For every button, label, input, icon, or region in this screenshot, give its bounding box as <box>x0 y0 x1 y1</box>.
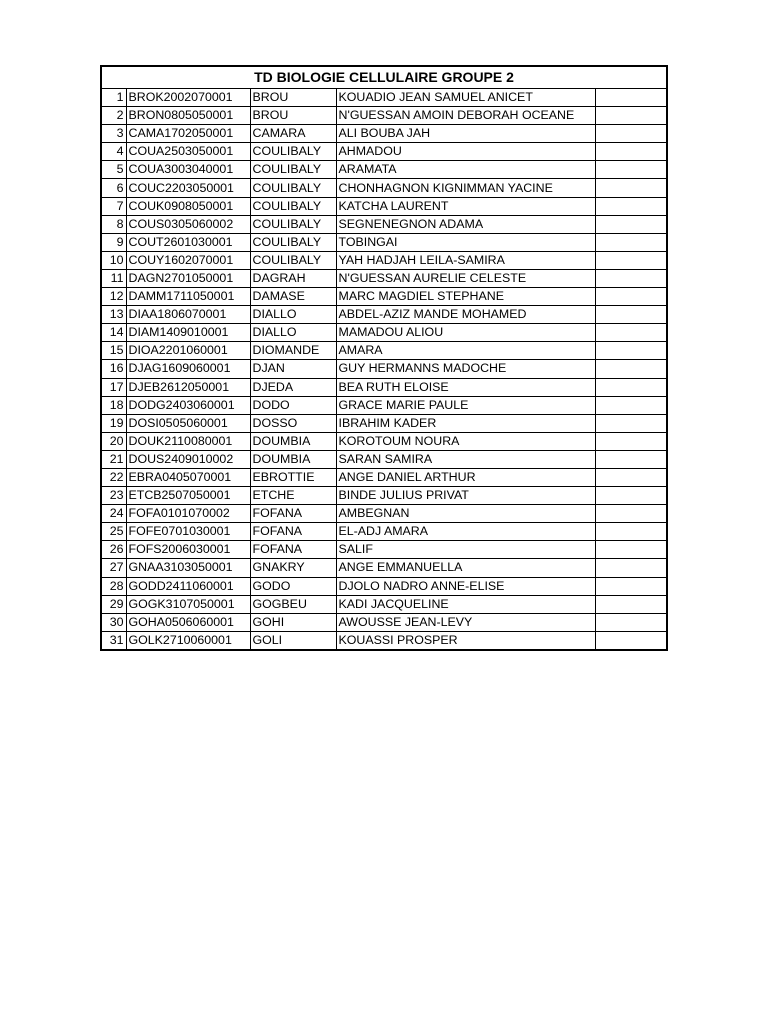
first-names: AMBEGNAN <box>336 505 595 523</box>
row-number: 14 <box>101 324 126 342</box>
table-row <box>101 342 667 360</box>
first-names: IBRAHIM KADER <box>336 414 595 432</box>
table-row <box>101 306 667 324</box>
table-row <box>101 215 667 233</box>
row-number: 26 <box>101 541 126 559</box>
table-row <box>101 414 667 432</box>
row-number: 5 <box>101 161 126 179</box>
sheet-title: TD BIOLOGIE CELLULAIRE GROUPE 2 <box>101 66 667 89</box>
first-names: YAH HADJAH LEILA-SAMIRA <box>336 251 595 269</box>
table-row <box>101 143 667 161</box>
row-number: 22 <box>101 468 126 486</box>
last-name: COULIBALY <box>250 215 336 233</box>
student-id: GOLK2710060001 <box>126 631 250 650</box>
table-row <box>101 468 667 486</box>
row-number: 9 <box>101 233 126 251</box>
last-name: GOHI <box>250 613 336 631</box>
first-names: KOUASSI PROSPER <box>336 631 595 650</box>
student-id: FOFA0101070002 <box>126 505 250 523</box>
last-name: DIALLO <box>250 306 336 324</box>
student-id: EBRA0405070001 <box>126 468 250 486</box>
last-name: DOUMBIA <box>250 450 336 468</box>
last-name: COULIBALY <box>250 233 336 251</box>
last-name: DIALLO <box>250 324 336 342</box>
last-name: CAMARA <box>250 125 336 143</box>
table-row <box>101 505 667 523</box>
empty-cell <box>595 523 667 541</box>
empty-cell <box>595 197 667 215</box>
last-name: DAGRAH <box>250 269 336 287</box>
table-row <box>101 450 667 468</box>
last-name: ETCHE <box>250 487 336 505</box>
first-names: MARC MAGDIEL STEPHANE <box>336 288 595 306</box>
first-names: KADI JACQUELINE <box>336 595 595 613</box>
student-id: DAGN2701050001 <box>126 269 250 287</box>
student-id: COUC2203050001 <box>126 179 250 197</box>
empty-cell <box>595 143 667 161</box>
student-id: COUK0908050001 <box>126 197 250 215</box>
empty-cell <box>595 251 667 269</box>
row-number: 7 <box>101 197 126 215</box>
table-row <box>101 269 667 287</box>
student-id: COUS0305060002 <box>126 215 250 233</box>
table-row <box>101 288 667 306</box>
first-names: ANGE EMMANUELLA <box>336 559 595 577</box>
last-name: DJEDA <box>250 378 336 396</box>
first-names: N'GUESSAN AMOIN DEBORAH OCEANE <box>336 107 595 125</box>
first-names: ALI BOUBA JAH <box>336 125 595 143</box>
first-names: MAMADOU ALIOU <box>336 324 595 342</box>
last-name: GODO <box>250 577 336 595</box>
empty-cell <box>595 577 667 595</box>
table-row <box>101 396 667 414</box>
empty-cell <box>595 559 667 577</box>
student-id: FOFE0701030001 <box>126 523 250 541</box>
first-names: SARAN SAMIRA <box>336 450 595 468</box>
table-row <box>101 125 667 143</box>
row-number: 10 <box>101 251 126 269</box>
row-number: 17 <box>101 378 126 396</box>
row-number: 16 <box>101 360 126 378</box>
student-id: DODG2403060001 <box>126 396 250 414</box>
empty-cell <box>595 414 667 432</box>
table-row <box>101 197 667 215</box>
table-row <box>101 161 667 179</box>
student-id: BROK2002070001 <box>126 89 250 107</box>
student-id: GOGK3107050001 <box>126 595 250 613</box>
first-names: SALIF <box>336 541 595 559</box>
empty-cell <box>595 595 667 613</box>
student-id: DOUK2110080001 <box>126 432 250 450</box>
first-names: ABDEL-AZIZ MANDE MOHAMED <box>336 306 595 324</box>
last-name: COULIBALY <box>250 161 336 179</box>
row-number: 6 <box>101 179 126 197</box>
student-id: BRON0805050001 <box>126 107 250 125</box>
table-row <box>101 487 667 505</box>
student-id: COUA2503050001 <box>126 143 250 161</box>
last-name: DIOMANDE <box>250 342 336 360</box>
last-name: FOFANA <box>250 505 336 523</box>
last-name: GOLI <box>250 631 336 650</box>
student-list-table <box>100 65 668 651</box>
first-names: CHONHAGNON KIGNIMMAN YACINE <box>336 179 595 197</box>
first-names: KOUADIO JEAN SAMUEL ANICET <box>336 89 595 107</box>
last-name: BROU <box>250 89 336 107</box>
student-id: DJEB2612050001 <box>126 378 250 396</box>
empty-cell <box>595 125 667 143</box>
last-name: EBROTTIE <box>250 468 336 486</box>
empty-cell <box>595 487 667 505</box>
table-row <box>101 360 667 378</box>
row-number: 25 <box>101 523 126 541</box>
student-id: DJAG1609060001 <box>126 360 250 378</box>
last-name: DODO <box>250 396 336 414</box>
first-names: TOBINGAI <box>336 233 595 251</box>
last-name: GNAKRY <box>250 559 336 577</box>
first-names: BINDE JULIUS PRIVAT <box>336 487 595 505</box>
table-row <box>101 89 667 107</box>
table-row <box>101 577 667 595</box>
first-names: ARAMATA <box>336 161 595 179</box>
last-name: DJAN <box>250 360 336 378</box>
table-row <box>101 251 667 269</box>
student-id: DIAM1409010001 <box>126 324 250 342</box>
first-names: KATCHA LAURENT <box>336 197 595 215</box>
empty-cell <box>595 631 667 650</box>
table-row <box>101 179 667 197</box>
row-number: 11 <box>101 269 126 287</box>
row-number: 28 <box>101 577 126 595</box>
last-name: DOUMBIA <box>250 432 336 450</box>
row-number: 23 <box>101 487 126 505</box>
empty-cell <box>595 396 667 414</box>
last-name: GOGBEU <box>250 595 336 613</box>
title-row <box>101 66 667 89</box>
student-id: DIOA2201060001 <box>126 342 250 360</box>
table-row <box>101 541 667 559</box>
last-name: COULIBALY <box>250 143 336 161</box>
row-number: 30 <box>101 613 126 631</box>
empty-cell <box>595 269 667 287</box>
row-number: 27 <box>101 559 126 577</box>
row-number: 29 <box>101 595 126 613</box>
table-body <box>101 66 667 650</box>
table-row <box>101 432 667 450</box>
row-number: 12 <box>101 288 126 306</box>
table-row <box>101 233 667 251</box>
student-id: COUY1602070001 <box>126 251 250 269</box>
table-row <box>101 523 667 541</box>
empty-cell <box>595 342 667 360</box>
table-row <box>101 595 667 613</box>
last-name: FOFANA <box>250 541 336 559</box>
student-id: GOHA0506060001 <box>126 613 250 631</box>
last-name: DOSSO <box>250 414 336 432</box>
last-name: COULIBALY <box>250 251 336 269</box>
empty-cell <box>595 215 667 233</box>
first-names: GRACE MARIE PAULE <box>336 396 595 414</box>
student-id: COUT2601030001 <box>126 233 250 251</box>
row-number: 31 <box>101 631 126 650</box>
empty-cell <box>595 324 667 342</box>
row-number: 20 <box>101 432 126 450</box>
empty-cell <box>595 468 667 486</box>
row-number: 1 <box>101 89 126 107</box>
empty-cell <box>595 378 667 396</box>
row-number: 21 <box>101 450 126 468</box>
empty-cell <box>595 288 667 306</box>
student-id: GODD2411060001 <box>126 577 250 595</box>
student-id: DOUS2409010002 <box>126 450 250 468</box>
row-number: 8 <box>101 215 126 233</box>
student-id: DIAA1806070001 <box>126 306 250 324</box>
last-name: COULIBALY <box>250 179 336 197</box>
first-names: BEA RUTH ELOISE <box>336 378 595 396</box>
row-number: 2 <box>101 107 126 125</box>
table-row <box>101 107 667 125</box>
empty-cell <box>595 541 667 559</box>
first-names: DJOLO NADRO ANNE-ELISE <box>336 577 595 595</box>
last-name: DAMASE <box>250 288 336 306</box>
last-name: BROU <box>250 107 336 125</box>
table-row <box>101 559 667 577</box>
row-number: 15 <box>101 342 126 360</box>
table-row <box>101 613 667 631</box>
empty-cell <box>595 179 667 197</box>
empty-cell <box>595 233 667 251</box>
student-id: GNAA3103050001 <box>126 559 250 577</box>
first-names: GUY HERMANNS MADOCHE <box>336 360 595 378</box>
empty-cell <box>595 107 667 125</box>
student-id: DOSI0505060001 <box>126 414 250 432</box>
empty-cell <box>595 432 667 450</box>
first-names: EL-ADJ AMARA <box>336 523 595 541</box>
student-id: ETCB2507050001 <box>126 487 250 505</box>
row-number: 3 <box>101 125 126 143</box>
first-names: AMARA <box>336 342 595 360</box>
empty-cell <box>595 306 667 324</box>
first-names: KOROTOUM NOURA <box>336 432 595 450</box>
first-names: AHMADOU <box>336 143 595 161</box>
first-names: SEGNENEGNON ADAMA <box>336 215 595 233</box>
table-row <box>101 324 667 342</box>
first-names: AWOUSSE JEAN-LEVY <box>336 613 595 631</box>
empty-cell <box>595 613 667 631</box>
table-row <box>101 631 667 650</box>
empty-cell <box>595 505 667 523</box>
student-id: COUA3003040001 <box>126 161 250 179</box>
student-id: DAMM1711050001 <box>126 288 250 306</box>
last-name: COULIBALY <box>250 197 336 215</box>
student-id: CAMA1702050001 <box>126 125 250 143</box>
student-id: FOFS2006030001 <box>126 541 250 559</box>
empty-cell <box>595 89 667 107</box>
empty-cell <box>595 161 667 179</box>
row-number: 18 <box>101 396 126 414</box>
first-names: ANGE DANIEL ARTHUR <box>336 468 595 486</box>
first-names: N'GUESSAN AURELIE CELESTE <box>336 269 595 287</box>
row-number: 19 <box>101 414 126 432</box>
empty-cell <box>595 360 667 378</box>
table-row <box>101 378 667 396</box>
row-number: 13 <box>101 306 126 324</box>
row-number: 4 <box>101 143 126 161</box>
empty-cell <box>595 450 667 468</box>
last-name: FOFANA <box>250 523 336 541</box>
row-number: 24 <box>101 505 126 523</box>
